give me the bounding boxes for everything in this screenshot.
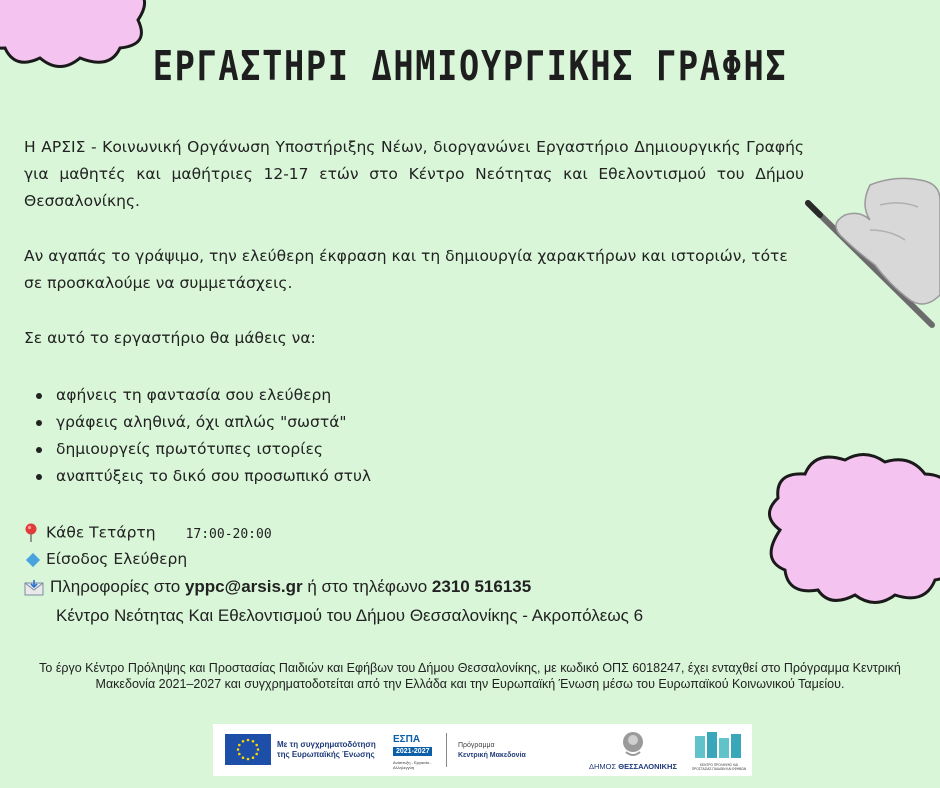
municipality-prefix: ΔΗΜΟΣ (589, 762, 617, 771)
contact-phone[interactable]: 2310 516135 (431, 577, 532, 596)
list-item: αφήνεις τη φαντασία σου ελεύθερη (24, 382, 371, 409)
schedule-day: Κάθε Τετάρτη (46, 523, 156, 542)
municipality-logo (588, 728, 678, 774)
espa-logo (393, 734, 451, 770)
intro-paragraph: Η ΑΡΣΙΣ - Κοινωνική Οργάνωση Υποστήριξης Νέων, διοργανώνει Εργαστήριο Δημιουργικής Γραφής για μαθητές και μαθήτριες 12-17 ετών στο Κέντρο Νεότητας και Εθελοντισμού του Δήμου Θεσσαλονίκης. (24, 138, 804, 210)
list-item: δημιουργείς πρωτότυπες ιστορίες (24, 436, 371, 463)
address-line: Κέντρο Νεότητας Και Εθελοντισμού του Δήμου Θεσσαλονίκης - Ακροπόλεως 6 (56, 606, 644, 625)
contact-line (24, 577, 531, 597)
eu-flag-icon (225, 734, 271, 765)
entry-text: Είσοδος Ελεύθερη (46, 550, 188, 568)
diamond-icon (26, 552, 40, 566)
espa-years: 2021-2027 (393, 747, 432, 756)
pin-icon (24, 523, 38, 543)
hand-with-pencil-image (800, 175, 940, 335)
mail-icon (24, 580, 44, 596)
contact-prefix: Πληροφορίες στο (50, 577, 181, 596)
eu-cofunding-text: Με τη συγχρηματοδότηση της Ευρωπαϊκής Ένωσης (277, 740, 376, 759)
municipality-name: ΘΕΣΣΑΛΟΝΙΚΗΣ (618, 762, 677, 771)
learning-list (24, 382, 371, 490)
prevention-center-icon (691, 730, 747, 762)
sponsor-logo-bar (213, 724, 752, 776)
funding-notice: Το έργο Κέντρο Πρόληψης και Προστασίας Παιδιών και Εφήβων του Δήμου Θεσσαλονίκης, με κωδικό ΟΠΣ 6018247, έχει ενταχθεί στο Πρόγραμμα Κεντρική Μακεδονία 2021–2027 και συγχρηματοδοτείται από την Ελλάδα και την Ευρωπαϊκή Ένωση μέσω του Ευρωπαϊκού Κοινωνικού Ταμείου. (39, 661, 901, 691)
program-line-2: Κεντρική Μακεδονία (458, 752, 526, 759)
invite-paragraph: Αν αγαπάς το γράψιμο, την ελεύθερη έκφραση και τη δημιουργία χαρακτήρων και ιστοριών, τότε σε προσκαλούμε να συμμετάσχεις. (24, 247, 788, 292)
municipality-label (588, 762, 678, 771)
contact-mid: ή στο τηλέφωνο (307, 577, 428, 596)
program-label (458, 741, 526, 761)
pink-cloud-bottom-right (760, 450, 940, 610)
program-line-1: Πρόγραμμα (458, 742, 495, 749)
list-item: αναπτύξεις το δικό σου προσωπικό στυλ (24, 463, 371, 490)
prevention-center-logo (691, 730, 747, 772)
list-item: γράφεις αληθινά, όχι απλώς "σωστά" (24, 409, 371, 436)
espa-subtitle: Ανάπτυξη - Εργασία - Αλληλεγγύη (393, 760, 432, 770)
espa-label: ΕΣΠΑ (393, 734, 421, 745)
municipality-emblem-icon (621, 730, 645, 760)
prevention-center-text: ΚΕΝΤΡΟ ΠΡΟΛΗΨΗΣ ΚΑΙ ΠΡΟΣΤΑΣΙΑΣ ΠΑΙΔΙΩΝ ΚΑΙ ΕΦΗΒΩΝ (691, 763, 747, 771)
learn-heading: Σε αυτό το εργαστήριο θα μάθεις να: (24, 329, 316, 347)
schedule-time: 17:00-20:00 (185, 526, 272, 542)
contact-email[interactable]: yppc@arsis.gr (184, 577, 303, 596)
page-title: ΕΡΓΑΣΤΗΡΙ ΔΗΜΙΟΥΡΓΙΚΗΣ ΓΡΑΦΗΣ (152, 42, 788, 90)
schedule-line (24, 523, 272, 543)
logo-divider (446, 733, 447, 767)
entry-line (24, 550, 187, 568)
